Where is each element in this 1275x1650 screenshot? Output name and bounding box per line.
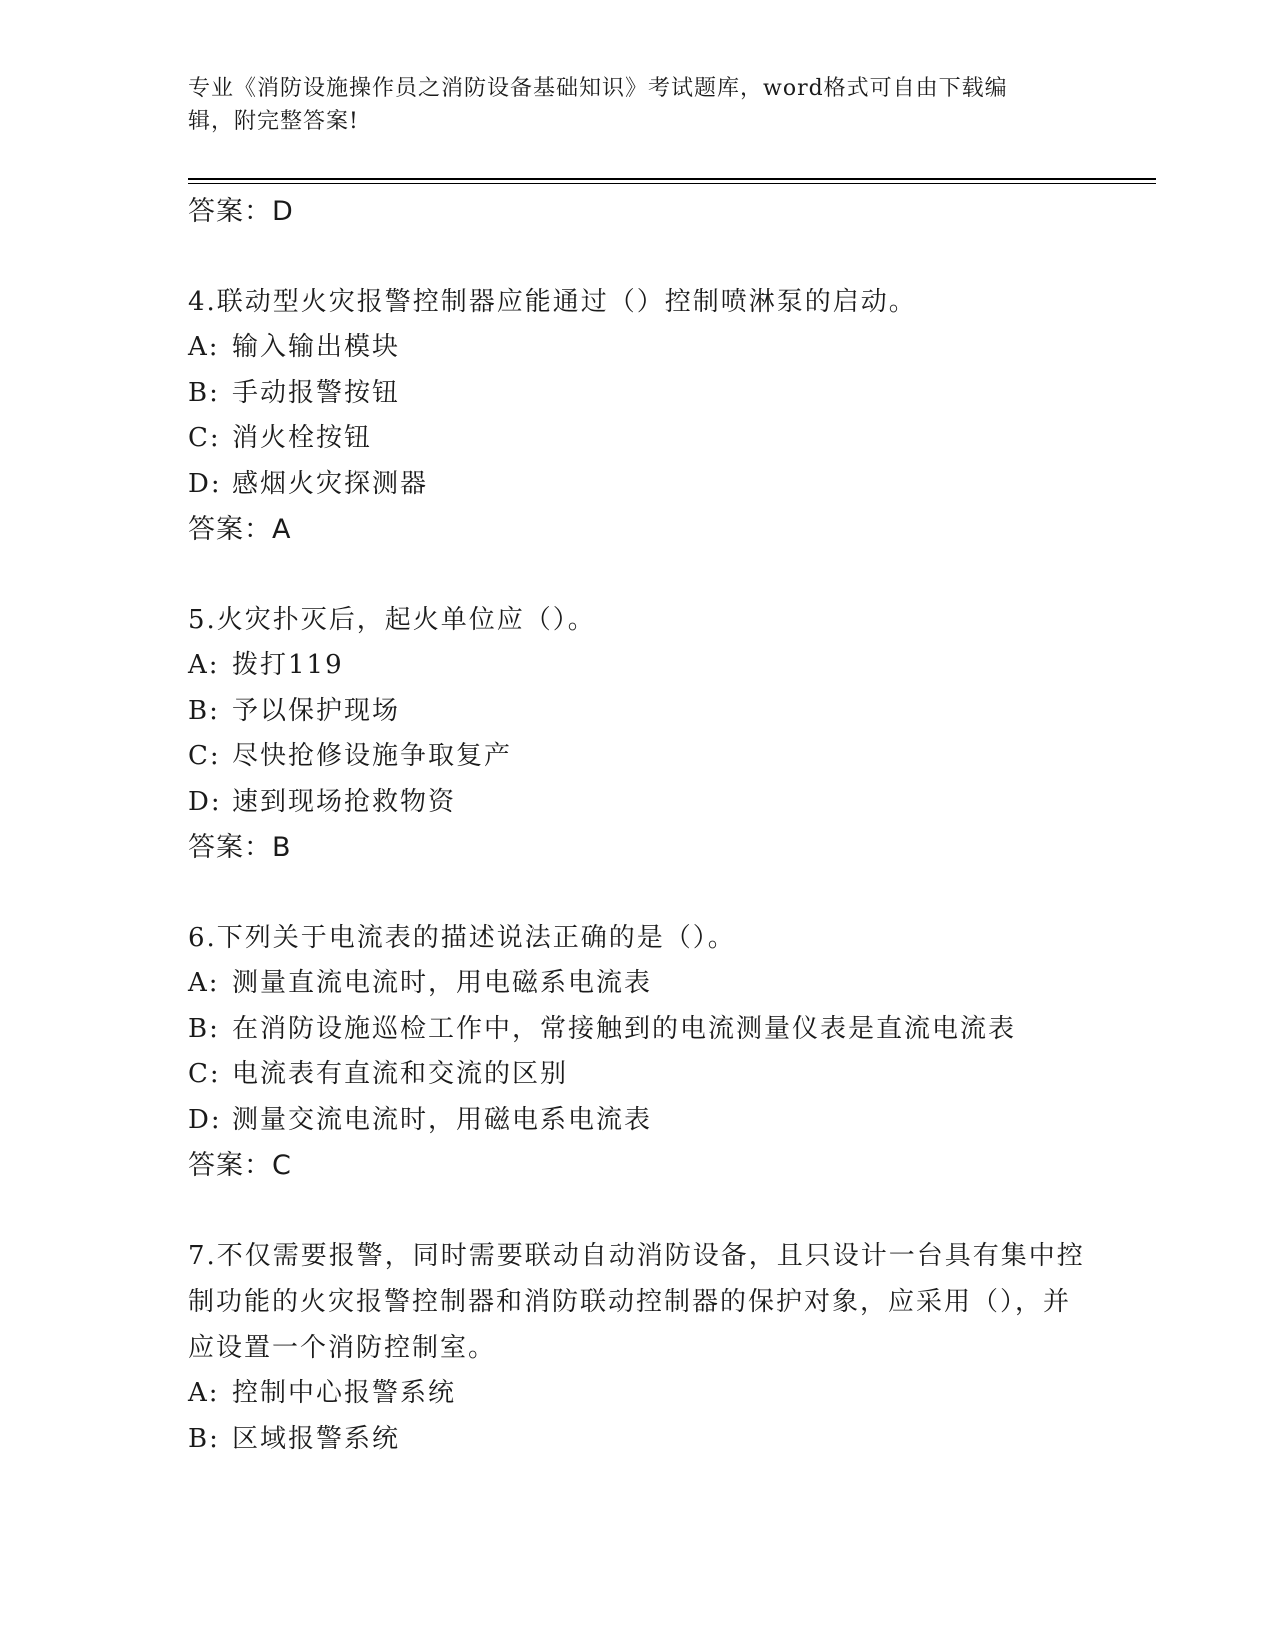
option-text: 速到现场抢救物资 — [232, 786, 457, 817]
option-key: A: — [188, 332, 220, 362]
question-block — [188, 915, 1088, 1189]
option-text: 在消防设施巡检工作中，常接触到的电流测量仪表是直流电流表 — [232, 1013, 1017, 1044]
option-key: B: — [188, 1423, 220, 1454]
option-d — [188, 1098, 1088, 1144]
question-block — [188, 597, 1088, 871]
option-text: 测量交流电流时，用磁电系电流表 — [232, 1104, 653, 1135]
option-key: C: — [188, 423, 221, 453]
option-key: B: — [188, 695, 220, 726]
option-text: 尽快抢修设施争取复产 — [232, 741, 513, 771]
question-text: 5.火灾扑灭后，起火单位应（）。 — [188, 605, 596, 635]
question-text: 7.不仅需要报警，同时需要联动自动消防设备，且只设计一台具有集中控制功能的火灾报警控制器和消防联动控制器的保护对象，应采用（），并应设置一个消防控制室。 — [188, 1241, 1085, 1363]
question-text: 6.下列关于电流表的描述说法正确的是（）。 — [188, 923, 736, 953]
option-b — [188, 371, 1088, 417]
header-divider-thin — [188, 183, 1156, 184]
option-text: 电流表有直流和交流的区别 — [232, 1059, 569, 1089]
option-key: A: — [188, 968, 220, 998]
option-key: C: — [188, 1059, 221, 1089]
option-key: B: — [188, 1013, 220, 1044]
option-c — [188, 1052, 1088, 1098]
option-text: 手动报警按钮 — [232, 377, 401, 408]
answer-label: 答案：B — [188, 832, 292, 863]
option-text: 区域报警系统 — [232, 1423, 401, 1454]
option-a — [188, 961, 1088, 1007]
answer-label: 答案：D — [188, 196, 294, 227]
document-header — [188, 72, 1078, 138]
question-text: 4.联动型火灾报警控制器应能通过（）控制喷淋泵的启动。 — [188, 287, 917, 317]
question-list — [188, 189, 1088, 1462]
option-a — [188, 643, 1088, 689]
option-d — [188, 780, 1088, 826]
option-c — [188, 416, 1088, 462]
option-key: A: — [188, 1378, 220, 1408]
header-divider-thick — [188, 178, 1156, 180]
option-key: D: — [188, 468, 222, 499]
option-text: 消火栓按钮 — [232, 423, 373, 453]
option-b — [188, 1417, 1088, 1463]
option-key: C: — [188, 741, 221, 771]
option-text: 输入输出模块 — [232, 332, 401, 362]
answer-label: 答案：A — [188, 514, 292, 545]
option-a — [188, 1371, 1088, 1417]
option-a — [188, 325, 1088, 371]
option-b — [188, 1007, 1088, 1053]
option-text: 拨打119 — [232, 650, 344, 680]
option-key: D: — [188, 1104, 222, 1135]
header-line-2: 辑，附完整答案! — [188, 109, 359, 134]
option-key: A: — [188, 650, 220, 680]
answer-label: 答案：C — [188, 1150, 292, 1181]
option-text: 控制中心报警系统 — [232, 1378, 457, 1408]
option-text: 测量直流电流时，用电磁系电流表 — [232, 968, 653, 998]
option-key: B: — [188, 377, 220, 408]
option-text: 感烟火灾探测器 — [232, 468, 429, 499]
header-line-1: 专业《消防设施操作员之消防设备基础知识》考试题库，word格式可自由下载编 — [188, 76, 1008, 101]
option-c — [188, 734, 1088, 780]
question-block — [188, 279, 1088, 553]
option-key: D: — [188, 786, 222, 817]
option-b — [188, 689, 1088, 735]
option-d — [188, 462, 1088, 508]
option-text: 予以保护现场 — [232, 695, 401, 726]
question-block — [188, 1233, 1088, 1462]
